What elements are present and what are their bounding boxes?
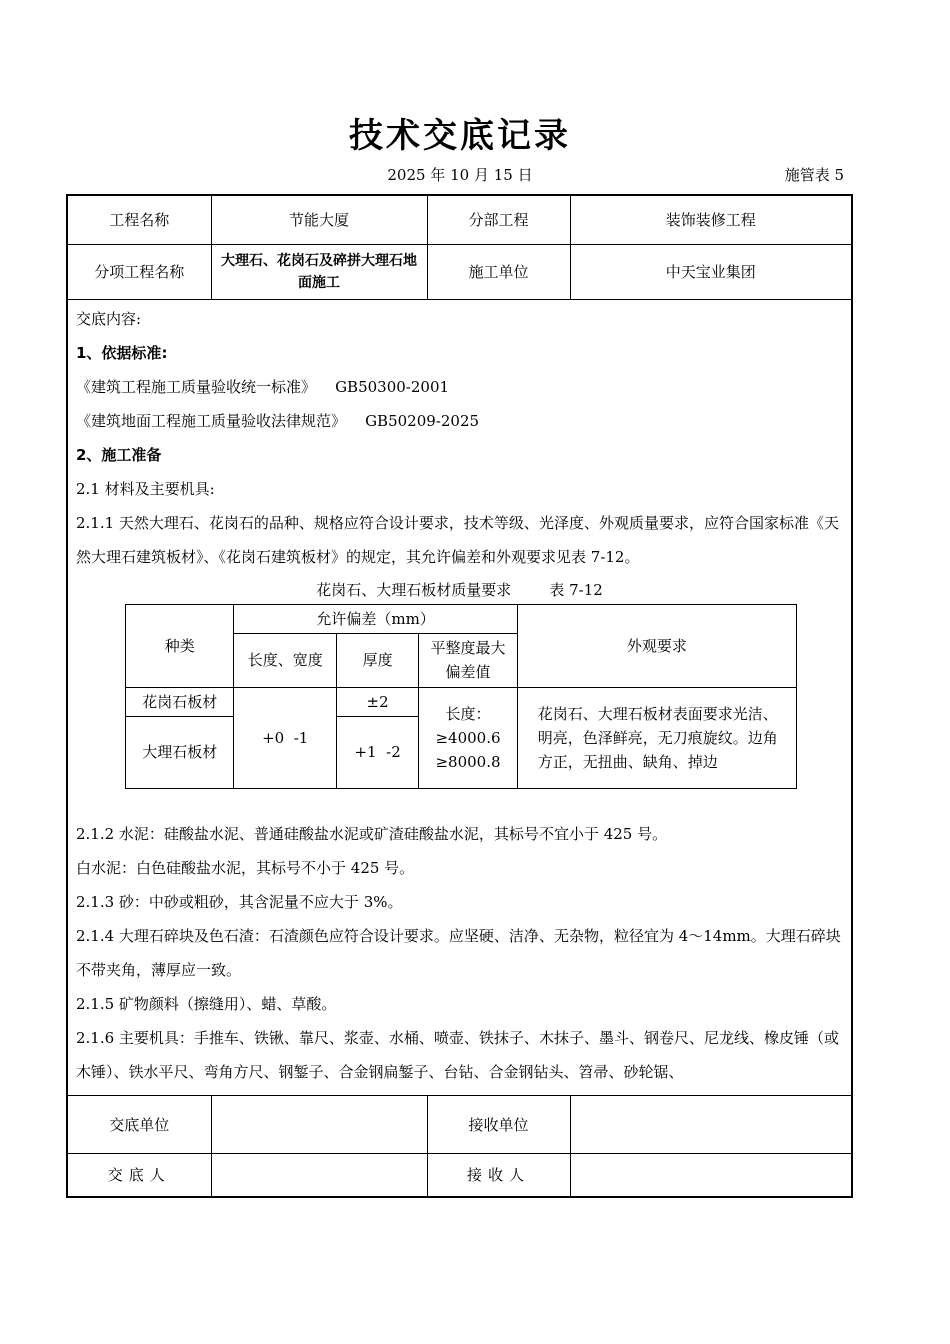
issuer-unit-label: 交底单位 — [67, 1095, 211, 1153]
form-number: 施管表 5 — [784, 166, 844, 184]
section-2-heading: 2、施工准备 — [76, 445, 162, 464]
spec-row-marble: 大理石板材 — [126, 716, 234, 788]
issuer-person-label-text: 交底人 — [107, 1166, 171, 1185]
para-2-1-2: 2.1.2 水泥：硅酸盐水泥、普通硅酸盐水泥或矿渣硅酸盐水泥，其标号不宜小于 425 号。 — [76, 824, 668, 843]
spec-flatness-value: 长度：≥4000.6 ≥8000.8 — [419, 687, 517, 788]
record-date: 2025 年 10 月 15 日 — [387, 166, 533, 184]
page-title: 技术交底记录 — [349, 116, 571, 156]
division-label: 分部工程 — [427, 195, 570, 244]
spec-thk-granite: ±2 — [336, 687, 418, 716]
receiver-unit-field[interactable] — [570, 1095, 852, 1153]
receiver-person-label — [427, 1153, 570, 1197]
para-white-cement: 白水泥：白色硅酸盐水泥，其标号不小于 425 号。 — [76, 858, 415, 877]
spec-lw-value: +0 -1 — [234, 687, 336, 788]
spec-appearance-value: 花岗石、大理石板材表面要求光洁、明亮，色泽鲜亮，无刀痕旋纹。边角方正，无扭曲、缺角、掉边 — [517, 687, 796, 788]
contractor-value: 中天宝业集团 — [570, 244, 852, 299]
para-2-1: 2.1 材料及主要机具: — [76, 479, 215, 498]
disclosure-content — [67, 299, 852, 1095]
standard-1: 《建筑工程施工质量验收统一标准》 GB50300-2001 — [76, 377, 450, 396]
content-intro: 交底内容: — [76, 309, 142, 328]
section-1-heading: 1、依据标准: — [76, 343, 168, 362]
para-2-1-4: 2.1.4 大理石碎块及色石渣：石渣颜色应符合设计要求。应坚硬、洁净、无杂物，粒径宜为 4～14mm。大理石碎块不带夹角，薄厚应一致。 — [76, 926, 841, 979]
spec-col-length-width: 长度、宽度 — [234, 633, 336, 687]
record-table — [66, 194, 853, 1198]
receiver-unit-label: 接收单位 — [427, 1095, 570, 1153]
issuer-person-field[interactable] — [211, 1153, 427, 1197]
spec-col-type: 种类 — [126, 604, 234, 687]
division-value: 装饰装修工程 — [570, 195, 852, 244]
quality-spec-table — [125, 604, 797, 789]
table-caption: 花岗石、大理石板材质量要求 表 7-12 — [316, 580, 603, 599]
spec-col-thickness: 厚度 — [336, 633, 418, 687]
subproject-label: 分项工程名称 — [67, 244, 211, 299]
issuer-unit-field[interactable] — [211, 1095, 427, 1153]
para-2-1-3: 2.1.3 砂：中砂或粗砂，其含泥量不应大于 3%。 — [76, 892, 403, 911]
spec-row-granite: 花岗石板材 — [126, 687, 234, 716]
spec-thk-marble: +1 -2 — [336, 716, 418, 788]
project-name-value: 节能大厦 — [211, 195, 427, 244]
para-2-1-6: 2.1.6 主要机具：手推车、铁锹、靠尺、浆壶、水桶、喷壶、铁抹子、木抹子、墨斗、钢卷尺、尼龙线、橡皮锤（或木锤）、铁水平尺、弯角方尺、钢錾子、合金钢扁錾子、台钻、合金钢钻头、笤帚、砂轮锯、 — [76, 1028, 839, 1081]
contractor-label: 施工单位 — [427, 244, 570, 299]
issuer-person-label — [67, 1153, 211, 1197]
para-2-1-1: 2.1.1 天然大理石、花岗石的品种、规格应符合设计要求，技术等级、光泽度、外观质量要求，应符合国家标准《天然大理石建筑板材》、《花岗石建筑板材》的规定，其允许偏差和外观要求见表 7-12。 — [76, 513, 839, 566]
para-2-1-5: 2.1.5 矿物颜料（擦缝用）、蜡、草酸。 — [76, 994, 337, 1013]
receiver-person-field[interactable] — [570, 1153, 852, 1197]
spec-col-appearance: 外观要求 — [517, 604, 796, 687]
project-name-label: 工程名称 — [67, 195, 211, 244]
spec-col-flatness: 平整度最大偏差值 — [419, 633, 517, 687]
receiver-person-label-text: 接收人 — [466, 1166, 530, 1185]
spec-col-tolerance: 允许偏差（mm） — [234, 604, 517, 633]
subproject-value: 大理石、花岗石及碎拼大理石地面施工 — [211, 244, 427, 299]
standard-2: 《建筑地面工程施工质量验收法律规范》 GB50209-2025 — [76, 411, 480, 430]
